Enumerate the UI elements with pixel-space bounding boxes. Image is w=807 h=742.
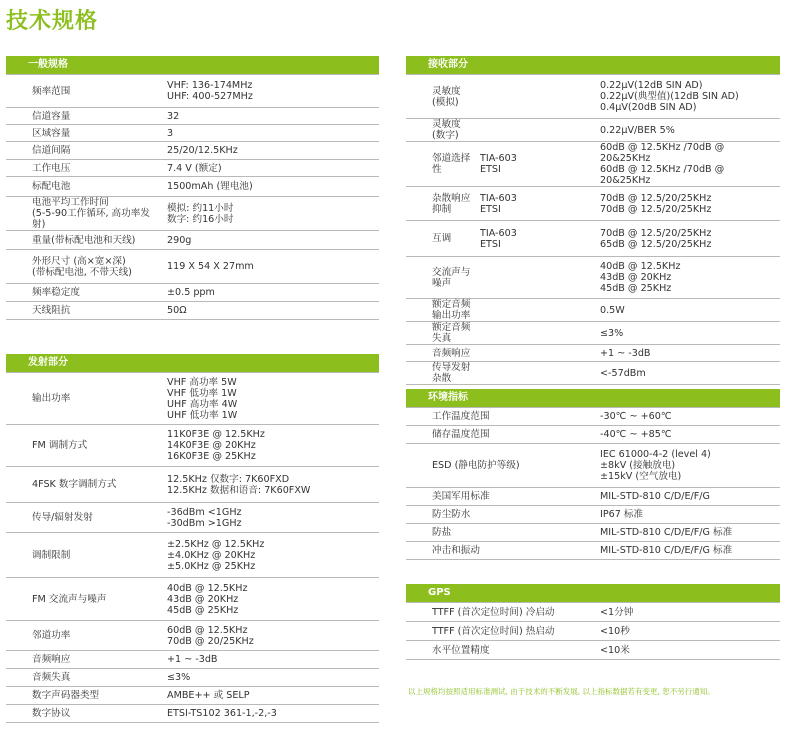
table-row [406, 299, 780, 322]
spec-label: 频率稳定度 [6, 284, 163, 302]
spec-method [480, 345, 596, 362]
table-row [6, 284, 379, 302]
spec-label: 输出功率 [6, 373, 163, 425]
table-row [406, 622, 780, 641]
environment-table [406, 407, 780, 560]
spec-value: +1 ~ -3dB [596, 345, 780, 362]
spec-label: 标配电池 [6, 177, 163, 197]
table-row [6, 467, 379, 503]
spec-label: TTFF (首次定位时间) 冷启动 [406, 603, 596, 622]
spec-value: 7.4 V (额定) [163, 160, 379, 177]
table-row [6, 197, 379, 231]
table-row [6, 651, 379, 669]
spec-value: 50Ω [163, 302, 379, 320]
spec-value: 290g [163, 231, 379, 250]
spec-method [480, 119, 596, 142]
table-row [6, 177, 379, 197]
spec-label: 天线阻抗 [6, 302, 163, 320]
table-row [406, 119, 780, 142]
spec-label: 灵敏度 (数字) [406, 119, 480, 142]
table-row [6, 108, 379, 125]
spec-value: -30℃ ~ +60℃ [596, 408, 780, 426]
receive-table [406, 74, 780, 385]
transmit-header: 发射部分 [6, 354, 379, 372]
spec-value: <10秒 [596, 622, 780, 641]
spec-label: 防盐 [406, 524, 596, 542]
table-row [406, 506, 780, 524]
table-row [406, 362, 780, 385]
spec-value: 70dB @ 12.5/20/25KHz 70dB @ 12.5/20/25KHz [596, 187, 780, 221]
spec-label: 灵敏度 (模拟) [406, 75, 480, 119]
spec-value: 0.22μV/BER 5% [596, 119, 780, 142]
table-row [6, 687, 379, 705]
spec-label: 邻道选择性 [406, 142, 480, 187]
spec-label: ESD (静电防护等级) [406, 444, 596, 488]
spec-value: <1分钟 [596, 603, 780, 622]
table-row [6, 75, 379, 108]
spec-value: -40℃ ~ +85℃ [596, 426, 780, 444]
spec-label: 信道间隔 [6, 142, 163, 160]
spec-label: 区域容量 [6, 125, 163, 142]
gps-header: GPS [406, 584, 780, 602]
spec-value: VHF 高功率 5W VHF 低功率 1W UHF 高功率 4W UHF 低功率 1W [163, 373, 379, 425]
spec-label: 交流声与噪声 [406, 257, 480, 299]
table-row [6, 621, 379, 651]
table-row [6, 705, 379, 723]
spec-method [480, 322, 596, 345]
page-title: 技术规格 [6, 9, 99, 34]
spec-label: 调制限制 [6, 533, 163, 578]
spec-value: <-57dBm [596, 362, 780, 385]
spec-value: 40dB @ 12.5KHz 43dB @ 20KHz 45dB @ 25KHz [596, 257, 780, 299]
spec-value: 3 [163, 125, 379, 142]
table-row [6, 373, 379, 425]
spec-label: 重量(带标配电池和天线) [6, 231, 163, 250]
table-row [406, 488, 780, 506]
gps-section [406, 584, 780, 660]
table-row [6, 125, 379, 142]
spec-label: 美国军用标准 [406, 488, 596, 506]
spec-value: ≤3% [163, 669, 379, 687]
spec-method: TIA-603 ETSI [480, 221, 596, 257]
table-row [406, 542, 780, 560]
transmit-section [6, 354, 379, 723]
spec-method: TIA-603 ETSI [480, 187, 596, 221]
spec-value: <10米 [596, 641, 780, 660]
spec-label: 工作温度范围 [406, 408, 596, 426]
spec-label: 传导发射杂散 [406, 362, 480, 385]
spec-value: ±0.5 ppm [163, 284, 379, 302]
spec-label: 传导/辐射发射 [6, 503, 163, 533]
spec-label: TTFF (首次定位时间) 热启动 [406, 622, 596, 641]
table-row [6, 669, 379, 687]
spec-label: 电池平均工作时间 (5-5-90工作循环, 高功率发射) [6, 197, 163, 231]
spec-value: ETSI-TS102 361-1,-2,-3 [163, 705, 379, 723]
spec-value: 模拟: 约11小时 数字: 约16小时 [163, 197, 379, 231]
spec-value: -36dBm <1GHz -30dBm >1GHz [163, 503, 379, 533]
table-row [6, 160, 379, 177]
table-row [406, 142, 780, 187]
table-row [406, 257, 780, 299]
spec-method [480, 75, 596, 119]
spec-value: 60dB @ 12.5KHz /70dB @ 20&25KHz 60dB @ 12.5KHz /70dB @ 20&25KHz [596, 142, 780, 187]
spec-value: 70dB @ 12.5/20/25KHz 65dB @ 12.5/20/25KHz [596, 221, 780, 257]
spec-value: 25/20/12.5KHz [163, 142, 379, 160]
spec-value: 0.5W [596, 299, 780, 322]
spec-label: 储存温度范围 [406, 426, 596, 444]
gps-table [406, 602, 780, 660]
table-row [406, 426, 780, 444]
table-row [406, 641, 780, 660]
table-row [406, 603, 780, 622]
spec-label: 额定音频失真 [406, 322, 480, 345]
spec-label: 冲击和振动 [406, 542, 596, 560]
spec-label: 音频响应 [6, 651, 163, 669]
table-row [406, 408, 780, 426]
spec-value: MIL-STD-810 C/D/E/F/G 标准 [596, 524, 780, 542]
spec-value: 32 [163, 108, 379, 125]
spec-label: 外形尺寸 (高×宽×深) (带标配电池, 不带天线) [6, 250, 163, 284]
spec-label: 数字声码器类型 [6, 687, 163, 705]
table-row [6, 503, 379, 533]
spec-value: 11K0F3E @ 12.5KHz 14K0F3E @ 20KHz 16K0F3E @ 25KHz [163, 425, 379, 467]
table-row [6, 231, 379, 250]
environment-section [406, 389, 780, 560]
spec-value: AMBE++ 或 SELP [163, 687, 379, 705]
spec-label: 防尘防水 [406, 506, 596, 524]
table-row [406, 187, 780, 221]
spec-label: 邻道功率 [6, 621, 163, 651]
spec-method [480, 362, 596, 385]
table-row [406, 221, 780, 257]
table-row [406, 444, 780, 488]
spec-method [480, 299, 596, 322]
footnote: 以上规格均按照适用标准测试, 由于技术的不断发展, 以上指标数据若有变更, 恕不另行通知。 [408, 687, 715, 696]
table-row [406, 524, 780, 542]
spec-method: TIA-603 ETSI [480, 142, 596, 187]
spec-label: 工作电压 [6, 160, 163, 177]
table-row [406, 345, 780, 362]
spec-value: 0.22μV(12dB SIN AD) 0.22μV(典型值)(12dB SIN AD) 0.4μV(20dB SIN AD) [596, 75, 780, 119]
spec-value: ±2.5KHz @ 12.5KHz ±4.0KHz @ 20KHz ±5.0KHz @ 25KHz [163, 533, 379, 578]
table-row [6, 142, 379, 160]
table-row [6, 578, 379, 621]
receive-section [406, 56, 780, 385]
spec-value: +1 ~ -3dB [163, 651, 379, 669]
spec-value: ≤3% [596, 322, 780, 345]
spec-value: 40dB @ 12.5KHz 43dB @ 20KHz 45dB @ 25KHz [163, 578, 379, 621]
general-spec-table [6, 74, 379, 320]
spec-label: 频率范围 [6, 75, 163, 108]
spec-label: 额定音频输出功率 [406, 299, 480, 322]
general-spec-section [6, 56, 379, 320]
spec-label: FM 调制方式 [6, 425, 163, 467]
spec-label: FM 交流声与噪声 [6, 578, 163, 621]
spec-label: 水平位置精度 [406, 641, 596, 660]
spec-value: 60dB @ 12.5KHz 70dB @ 20/25KHz [163, 621, 379, 651]
receive-header: 接收部分 [406, 56, 780, 74]
transmit-table [6, 372, 379, 723]
table-row [6, 533, 379, 578]
spec-value: 1500mAh (锂电池) [163, 177, 379, 197]
spec-label: 杂散响应抑制 [406, 187, 480, 221]
table-row [406, 75, 780, 119]
table-row [6, 250, 379, 284]
spec-label: 4FSK 数字调制方式 [6, 467, 163, 503]
spec-value: IEC 61000-4-2 (level 4) ±8kV (接触放电) ±15kV (空气放电) [596, 444, 780, 488]
spec-label: 数字协议 [6, 705, 163, 723]
spec-value: MIL-STD-810 C/D/E/F/G 标准 [596, 542, 780, 560]
spec-label: 音频响应 [406, 345, 480, 362]
spec-value: MIL-STD-810 C/D/E/F/G [596, 488, 780, 506]
general-spec-header: 一般规格 [6, 56, 379, 74]
spec-label: 音频失真 [6, 669, 163, 687]
spec-value: 119 X 54 X 27mm [163, 250, 379, 284]
table-row [6, 302, 379, 320]
spec-label: 互调 [406, 221, 480, 257]
environment-header: 环境指标 [406, 389, 780, 407]
spec-label: 信道容量 [6, 108, 163, 125]
table-row [406, 322, 780, 345]
spec-value: 12.5KHz 仅数字: 7K60FXD 12.5KHz 数据和语音: 7K60FXW [163, 467, 379, 503]
table-row [6, 425, 379, 467]
spec-value: IP67 标准 [596, 506, 780, 524]
spec-method [480, 257, 596, 299]
spec-value: VHF: 136-174MHz UHF: 400-527MHz [163, 75, 379, 108]
